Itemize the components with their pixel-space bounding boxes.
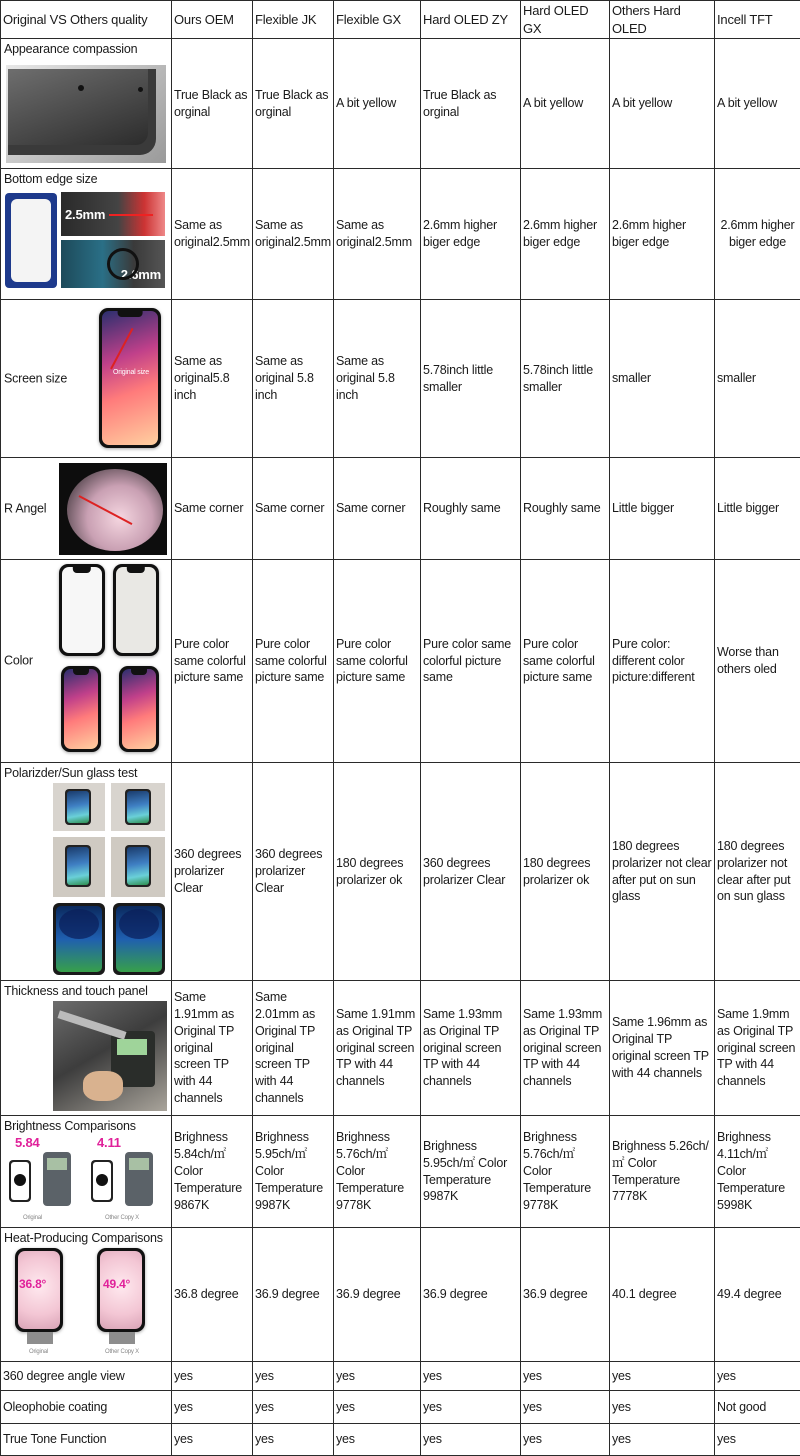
table-cell: yes	[421, 1362, 521, 1391]
table-cell: 2.6mm higher biger edge	[715, 169, 800, 300]
corner-closeup-photo	[59, 463, 167, 555]
row-label: Appearance compassion	[4, 41, 137, 58]
table-cell: yes	[715, 1362, 800, 1391]
table-cell: Pure color same colorful picture same	[521, 560, 610, 763]
header-cell: Original VS Others quality	[1, 1, 172, 39]
header-cell: Flexible JK	[253, 1, 334, 39]
table-cell: 180 degrees prolarizer ok	[521, 763, 610, 981]
sunglass-screen-photo	[53, 903, 105, 975]
brightness-meter-copy	[89, 1152, 163, 1210]
table-cell: Same corner	[334, 458, 421, 560]
temperature-label: 49.4°	[103, 1276, 130, 1292]
header-cell: Ours OEM	[172, 1, 253, 39]
edge-closeup-bottom	[61, 240, 165, 288]
table-cell: Little bigger	[715, 458, 800, 560]
polarizer-photo	[111, 837, 165, 897]
table-cell: True Black as orginal	[172, 39, 253, 169]
table-cell: Roughly same	[421, 458, 521, 560]
table-cell: Brighness 5.95ch/㎡ Color Temperature 9987K	[253, 1116, 334, 1228]
header-row	[1, 1, 800, 39]
table-cell: yes	[521, 1424, 610, 1456]
table-cell: Brighness 5.76ch/㎡ Color Temperature 9778K	[521, 1116, 610, 1228]
table-cell: Same as original2.5mm	[172, 169, 253, 300]
table-cell: yes	[253, 1391, 334, 1424]
caption-original: Original	[23, 1214, 42, 1222]
row-label: Polarizder/Sun glass test	[4, 765, 137, 782]
phone-colorful-screen	[119, 666, 159, 752]
table-cell: 360 degrees prolarizer Clear	[172, 763, 253, 981]
row-label-cell	[1, 300, 172, 458]
table-cell: 36.9 degree	[253, 1228, 334, 1362]
table-cell: 36.8 degree	[172, 1228, 253, 1362]
heat-phone-original	[15, 1248, 63, 1332]
row-label-cell	[1, 1116, 172, 1228]
table-cell: Roughly same	[521, 458, 610, 560]
table-cell: 36.9 degree	[421, 1228, 521, 1362]
table-cell: yes	[521, 1391, 610, 1424]
table-cell: 2.6mm higher biger edge	[521, 169, 610, 300]
table-cell: yes	[421, 1391, 521, 1424]
table-cell: Worse than others oled	[715, 560, 800, 763]
table-cell: True Black as orginal	[253, 39, 334, 169]
table-cell: yes	[172, 1362, 253, 1391]
table-cell: 180 degrees prolarizer not clear after put on sun glass	[610, 763, 715, 981]
table-cell: A bit yellow	[715, 39, 800, 169]
table-cell: Same as original2.5mm	[253, 169, 334, 300]
phone-colorful-screen	[61, 666, 101, 752]
row-label-cell	[1, 169, 172, 300]
phone-grey-screen	[113, 564, 159, 656]
table-cell: Pure color same colorful picture same	[421, 560, 521, 763]
row-label: Color	[4, 653, 33, 670]
table-cell: 49.4 degree	[715, 1228, 800, 1362]
appearance-photo	[6, 65, 166, 163]
edge-measure-label: 2.5mm	[65, 206, 105, 224]
table-cell: Pure color same colorful picture same	[253, 560, 334, 763]
header-cell: Hard OLED ZY	[421, 1, 521, 39]
table-cell: yes	[421, 1424, 521, 1456]
table-row	[1, 1228, 800, 1362]
row-label: Thickness and touch panel	[4, 983, 148, 1000]
heat-phone-copy	[97, 1248, 145, 1332]
table-cell: 360 degrees prolarizer Clear	[421, 763, 521, 981]
table-cell: Little bigger	[610, 458, 715, 560]
table-cell: A bit yellow	[610, 39, 715, 169]
thermometer-device	[27, 1332, 53, 1344]
row-label-cell	[1, 458, 172, 560]
table-row	[1, 981, 800, 1116]
caption-other-copy: Other Copy X	[105, 1214, 139, 1222]
table-cell: 2.6mm higher biger edge	[610, 169, 715, 300]
row-label: 360 degree angle view	[1, 1362, 172, 1391]
edge-measure-label: 2.6mm	[121, 266, 161, 284]
table-cell: Pure color same colorful picture same	[172, 560, 253, 763]
temperature-label: 36.8°	[19, 1276, 46, 1292]
phone-screen-size-image	[99, 308, 161, 448]
table-cell: Same 1.93mm as Original TP original screen TP with 44 channels	[421, 981, 521, 1116]
original-size-label: Original size	[113, 368, 149, 377]
header-cell: Others Hard OLED	[610, 1, 715, 39]
caption-other-copy: Other Copy X	[105, 1348, 139, 1356]
row-label-cell	[1, 39, 172, 169]
table-cell: 360 degrees prolarizer Clear	[253, 763, 334, 981]
table-cell: True Black as orginal	[421, 39, 521, 169]
table-cell: Brighness 5.76ch/㎡ Color Temperature 9778K	[334, 1116, 421, 1228]
table-cell: yes	[610, 1424, 715, 1456]
table-row	[1, 1424, 800, 1456]
polarizer-photo	[53, 783, 105, 831]
table-cell: 2.6mm higher biger edge	[421, 169, 521, 300]
table-cell: yes	[172, 1391, 253, 1424]
table-row	[1, 1116, 800, 1228]
caliper-measurement-photo	[53, 1001, 167, 1111]
table-cell: 5.78inch little smaller	[521, 300, 610, 458]
sunglass-screen-photo	[113, 903, 165, 975]
caption-original: Original	[29, 1348, 48, 1356]
polarizer-photo	[53, 837, 105, 897]
table-cell: Brighness 5.26ch/㎡ Color Temperature 7778K	[610, 1116, 715, 1228]
table-cell: 5.78inch little smaller	[421, 300, 521, 458]
table-cell: Same 1.91mm as Original TP original screen TP with 44 channels	[334, 981, 421, 1116]
table-row	[1, 1362, 800, 1391]
table-cell: Same corner	[253, 458, 334, 560]
table-cell: Brighness 5.95ch/㎡ Color Temperature 9987K	[421, 1116, 521, 1228]
brightness-value-copy: 4.11	[97, 1134, 121, 1152]
table-cell: Same as original5.8 inch	[172, 300, 253, 458]
table-cell: 180 degrees prolarizer ok	[334, 763, 421, 981]
row-label: Brightness Comparisons	[4, 1118, 136, 1135]
brightness-value-original: 5.84	[15, 1134, 40, 1152]
row-label-cell	[1, 1228, 172, 1362]
table-cell: yes	[334, 1424, 421, 1456]
table-row	[1, 39, 800, 169]
bottom-edge-phone-photo	[5, 193, 57, 288]
header-cell: Hard OLED GX	[521, 1, 610, 39]
table-cell: yes	[521, 1362, 610, 1391]
brightness-meter-original	[7, 1152, 77, 1210]
polarizer-photo	[111, 783, 165, 831]
table-cell: yes	[610, 1362, 715, 1391]
table-cell: smaller	[715, 300, 800, 458]
row-label: True Tone Function	[1, 1424, 172, 1456]
table-row	[1, 458, 800, 560]
row-label: Oleophobie coating	[1, 1391, 172, 1424]
table-cell: yes	[253, 1362, 334, 1391]
table-cell: Brighness 4.11ch/㎡ Color Temperature 5998K	[715, 1116, 800, 1228]
table-cell: Brighness 5.84ch/㎡ Color Temperature 9867K	[172, 1116, 253, 1228]
table-cell: Same 1.9mm as Original TP original screen TP with 44 channels	[715, 981, 800, 1116]
table-cell: yes	[253, 1424, 334, 1456]
row-label: R Angel	[4, 500, 46, 517]
table-row	[1, 169, 800, 300]
row-label: Bottom edge size	[4, 171, 97, 188]
table-cell: A bit yellow	[521, 39, 610, 169]
table-cell: 36.9 degree	[334, 1228, 421, 1362]
header-cell: Flexible GX	[334, 1, 421, 39]
table-cell: smaller	[610, 300, 715, 458]
table-cell: 40.1 degree	[610, 1228, 715, 1362]
table-cell: yes	[610, 1391, 715, 1424]
row-label: Screen size	[4, 370, 67, 387]
table-cell: Pure color: different color picture:different	[610, 560, 715, 763]
table-cell: Same as original 5.8 inch	[334, 300, 421, 458]
table-cell: yes	[172, 1424, 253, 1456]
table-cell: yes	[334, 1391, 421, 1424]
table-cell: Same 1.91mm as Original TP original screen TP with 44 channels	[172, 981, 253, 1116]
table-cell: yes	[715, 1424, 800, 1456]
table-cell: 36.9 degree	[521, 1228, 610, 1362]
table-cell: Not good	[715, 1391, 800, 1424]
phone-white-screen	[59, 564, 105, 656]
table-cell: Same as original 5.8 inch	[253, 300, 334, 458]
table-cell: Same 1.96mm as Original TP original screen TP with 44 channels	[610, 981, 715, 1116]
table-cell: 180 degrees prolarizer not clear after put on sun glass	[715, 763, 800, 981]
table-cell: Same 1.93mm as Original TP original screen TP with 44 channels	[521, 981, 610, 1116]
table-row	[1, 763, 800, 981]
table-cell: Same corner	[172, 458, 253, 560]
row-label-cell	[1, 981, 172, 1116]
row-label: Heat-Producing Comparisons	[4, 1230, 163, 1247]
table-row	[1, 560, 800, 763]
row-label-cell	[1, 560, 172, 763]
table-cell: Same 2.01mm as Original TP original screen TP with 44 channels	[253, 981, 334, 1116]
edge-closeup-top	[61, 192, 165, 236]
table-cell: Pure color same colorful picture same	[334, 560, 421, 763]
thermometer-device	[109, 1332, 135, 1344]
table-cell: yes	[334, 1362, 421, 1391]
header-cell: Incell TFT	[715, 1, 800, 39]
table-row	[1, 1391, 800, 1424]
table-row	[1, 300, 800, 458]
table-cell: A bit yellow	[334, 39, 421, 169]
table-cell: Same as original2.5mm	[334, 169, 421, 300]
row-label-cell	[1, 763, 172, 981]
